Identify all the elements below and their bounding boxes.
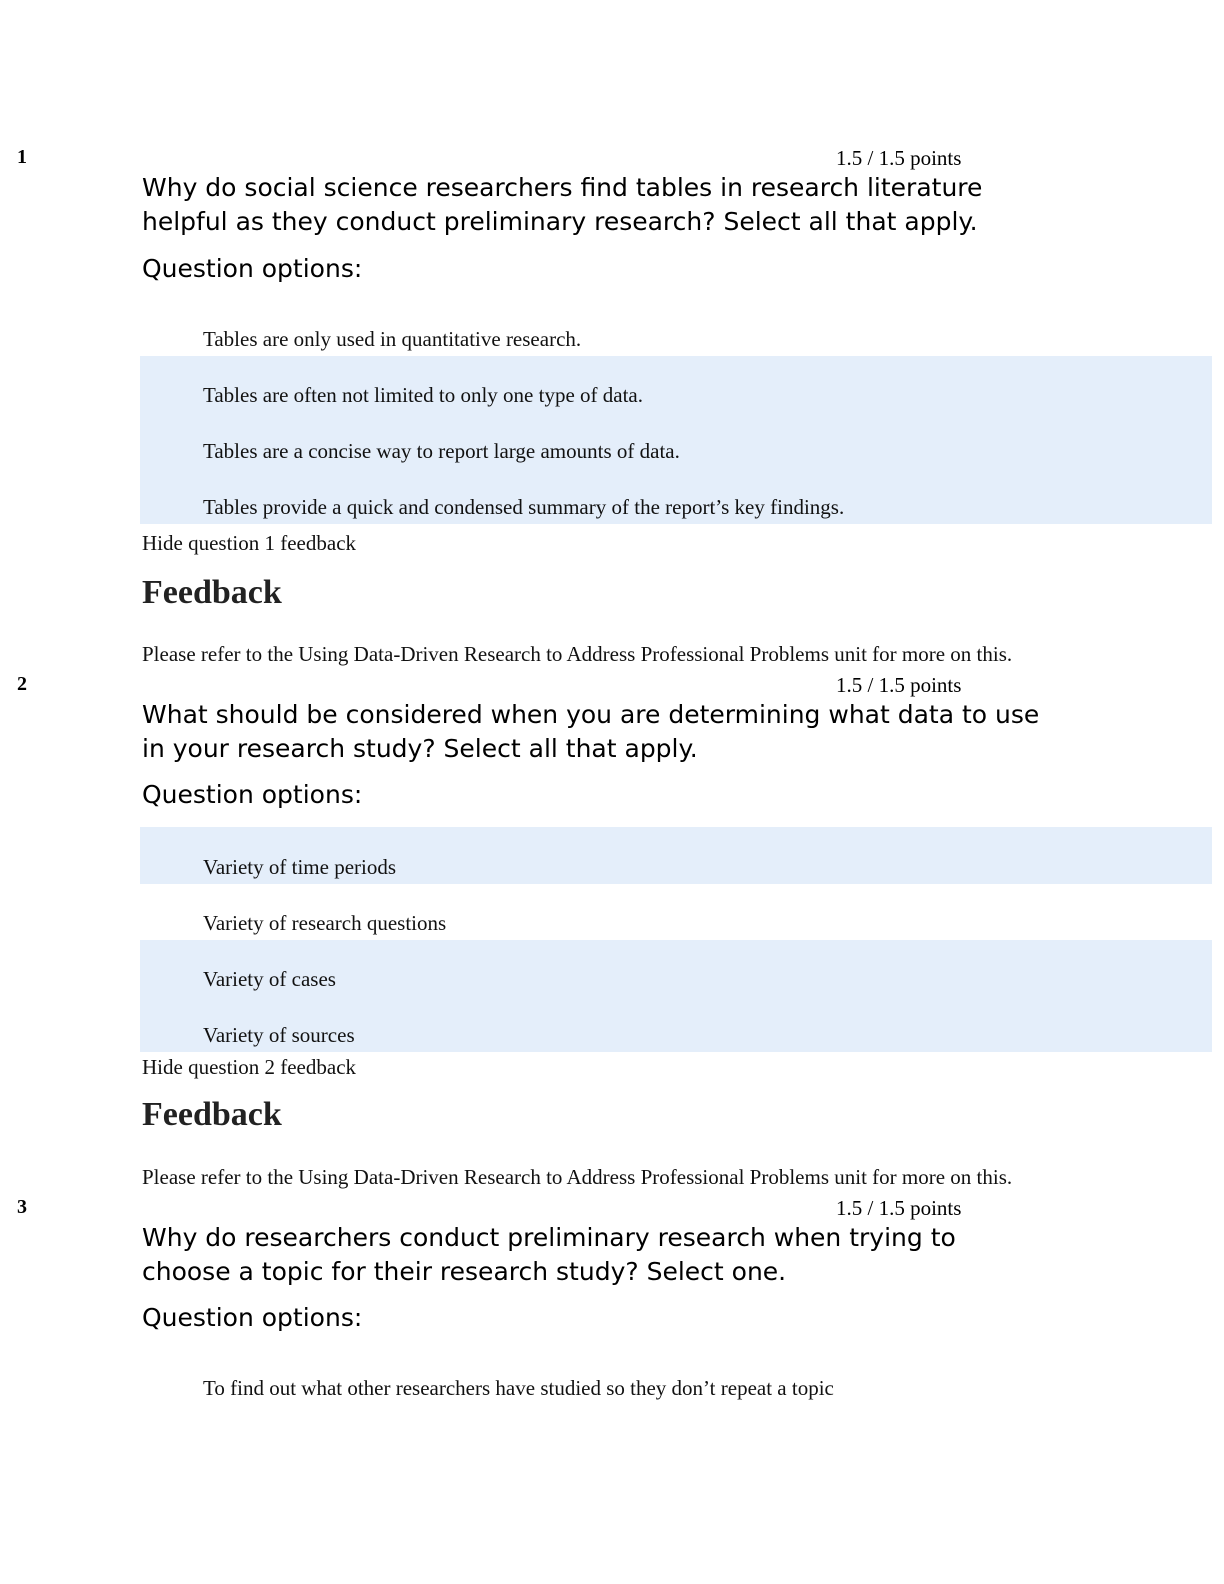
option-row-selected[interactable] [140, 827, 1212, 884]
option-row[interactable] [140, 1349, 1212, 1405]
option-row-selected[interactable] [140, 468, 1212, 524]
question-options-label: Question options: [142, 1303, 363, 1332]
question-text-line: choose a topic for their research study? Select one. [142, 1257, 787, 1286]
option-text: Variety of cases [203, 967, 336, 991]
question-options-label: Question options: [142, 254, 363, 283]
question-number: 2 [17, 673, 27, 695]
question-points: 1.5 / 1.5 points [836, 1196, 962, 1220]
question-points: 1.5 / 1.5 points [836, 146, 962, 170]
options-list [140, 1349, 1212, 1405]
question-number: 3 [17, 1196, 27, 1218]
option-row-selected[interactable] [140, 940, 1212, 996]
option-row-selected[interactable] [140, 412, 1212, 468]
question-text-line: Why do researchers conduct preliminary research when trying to [142, 1223, 956, 1252]
option-text: Variety of sources [203, 1023, 355, 1047]
question-text-line: in your research study? Select all that apply. [142, 734, 698, 763]
feedback-text: Please refer to the Using Data-Driven Research to Address Professional Problems unit for more on this. [142, 642, 1013, 666]
feedback-heading: Feedback [142, 574, 282, 611]
option-row[interactable] [140, 300, 1212, 356]
question-text [142, 171, 1122, 239]
option-row[interactable] [140, 884, 1212, 940]
option-text: Tables are often not limited to only one type of data. [203, 383, 643, 407]
option-row-selected[interactable] [140, 996, 1212, 1052]
question-text [142, 698, 1122, 766]
question-text-line: Why do social science researchers find tables in research literature [142, 173, 983, 202]
feedback-text: Please refer to the Using Data-Driven Research to Address Professional Problems unit for more on this. [142, 1165, 1013, 1189]
question-options-label: Question options: [142, 780, 363, 809]
option-text: Tables provide a quick and condensed summary of the report’s key findings. [203, 495, 845, 519]
question-text-line: helpful as they conduct preliminary research? Select all that apply. [142, 207, 978, 236]
option-text: To find out what other researchers have studied so they don’t repeat a topic [203, 1376, 834, 1400]
options-list [140, 827, 1212, 1052]
option-row-selected[interactable] [140, 356, 1212, 412]
option-text: Tables are only used in quantitative research. [203, 327, 582, 351]
option-text: Tables are a concise way to report large amounts of data. [203, 439, 680, 463]
hide-feedback-link[interactable]: Hide question 1 feedback [142, 531, 357, 555]
option-text: Variety of time periods [203, 855, 397, 879]
question-points: 1.5 / 1.5 points [836, 673, 962, 697]
hide-feedback-link[interactable]: Hide question 2 feedback [142, 1055, 357, 1079]
question-text-line: What should be considered when you are determining what data to use [142, 700, 1040, 729]
feedback-heading: Feedback [142, 1096, 282, 1133]
question-number: 1 [17, 146, 27, 168]
options-list [140, 300, 1212, 524]
question-text [142, 1221, 1122, 1289]
option-text: Variety of research questions [203, 911, 447, 935]
